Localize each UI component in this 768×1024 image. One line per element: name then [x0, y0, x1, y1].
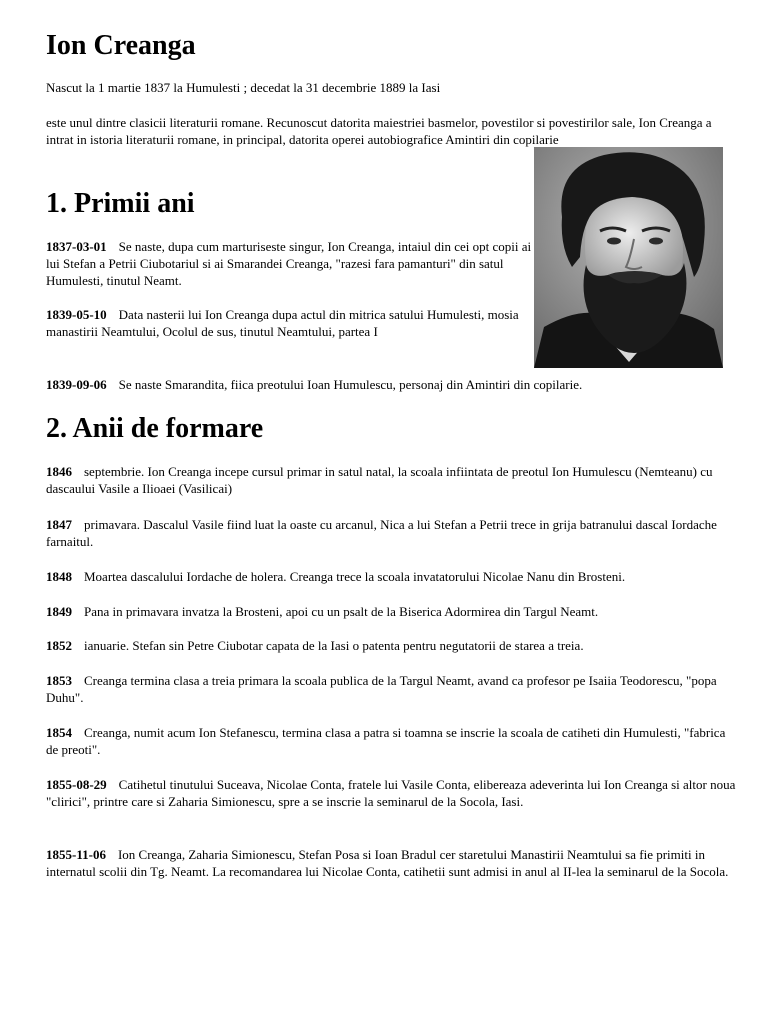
timeline-entry	[46, 776, 736, 810]
timeline-entry	[46, 637, 736, 654]
timeline-entry	[46, 306, 534, 340]
entry-text: Se naste, dupa cum marturiseste singur, Ion Creanga, intaiul din cei opt copii ai lui Stefan a Petrii Ciubotariul si ai Smarandei Creanga, "razesi fara pamanturi" din satul Humulesti, tinutul Neamt.	[46, 239, 532, 288]
entry-date: 1855-08-29	[46, 777, 107, 792]
entry-text: Pana in primavara invatza la Brosteni, apoi cu un psalt de la Biserica Adormirea din Targul Neamt.	[84, 604, 599, 619]
timeline-entry	[46, 724, 736, 758]
timeline-entry	[46, 568, 736, 585]
entry-date: 1846	[46, 464, 72, 479]
portrait-photo	[534, 147, 723, 368]
entry-text: septembrie. Ion Creanga incepe cursul primar in satul natal, la scoala infiintata de preotul Ion Humulescu (Nemteanu) cu dascaului Vasile a Ilioaei (Vasilicai)	[46, 464, 713, 496]
entry-text: Ion Creanga, Zaharia Simionescu, Stefan Posa si Ioan Bradul cer staretului Manastirii Neamtului sa fie primiti in internatul scolii din Tg. Neamt. La recomandarea lui Nicolae Conta, catihetii sunt admisi in anul al II-lea la seminarul de la Socola.	[46, 847, 729, 879]
entry-date: 1854	[46, 725, 72, 740]
entry-text: Catihetul tinutului Suceava, Nicolae Conta, fratele lui Vasile Conta, elibereaza adeverinta lui Ion Creanga si altor noua "clirici", printre care si Zaharia Simionescu, spre a se inscrie la seminarul de la Socola, Iasi.	[46, 777, 736, 809]
entry-text: Moartea dascalului Iordache de holera. Creanga trece la scoala invatatorului Nicolae Nanu din Brosteni.	[84, 569, 626, 584]
entry-date: 1853	[46, 673, 72, 688]
timeline-entry	[46, 463, 736, 497]
portrait-illustration	[534, 147, 723, 368]
entry-text: Creanga termina clasa a treia primara la scoala publica de la Targul Neamt, avand ca profesor pe Isaiia Teodorescu, "popa Duhu".	[46, 673, 717, 705]
entry-date: 1849	[46, 604, 72, 619]
section-heading-1: 1. Primii ani	[46, 188, 195, 219]
entry-date: 1837-03-01	[46, 239, 107, 254]
entry-date: 1855-11-06	[46, 847, 106, 862]
entry-text: ianuarie. Stefan sin Petre Ciubotar capata de la Iasi o patenta pentru negutatorii de starea a treia.	[84, 638, 584, 653]
entry-date: 1839-05-10	[46, 307, 107, 322]
birth-death-line: Nascut la 1 martie 1837 la Humulesti ; decedat la 31 decembrie 1889 la Iasi	[46, 80, 441, 95]
timeline-entry	[46, 672, 736, 706]
page-title: Ion Creanga	[46, 30, 196, 61]
section-heading-2: 2. Anii de formare	[46, 413, 264, 444]
intro-paragraph: este unul dintre clasicii literaturii romane. Recunoscut datorita maiestriei basmelor, povestilor si povestirilor sale, Ion Creanga a intrat in istoria literaturii romane, in principal, datorita operei autobiografice Amintiri din copilarie	[46, 115, 712, 147]
timeline-entry	[46, 603, 736, 620]
entry-text: primavara. Dascalul Vasile fiind luat la oaste cu arcanul, Nica a lui Stefan a Petrii trece in grija batranului dascal Iordache farnaitul.	[46, 517, 717, 549]
entry-date: 1848	[46, 569, 72, 584]
timeline-entry	[46, 846, 736, 880]
entry-date: 1839-09-06	[46, 377, 107, 392]
entry-text: Data nasterii lui Ion Creanga dupa actul din mitrica satului Humulesti, mosia manastirii Neamtului, Ocolul de sus, tinutul Neamtului, partea I	[46, 307, 519, 339]
timeline-entry	[46, 376, 736, 393]
timeline-entry	[46, 238, 534, 289]
entry-date: 1847	[46, 517, 72, 532]
entry-text: Creanga, numit acum Ion Stefanescu, termina clasa a patra si toamna se inscrie la scoala de catiheti din Humulesti, "fabrica de preoti".	[46, 725, 726, 757]
entry-text: Se naste Smarandita, fiica preotului Ioan Humulescu, personaj din Amintiri din copilarie.	[118, 377, 583, 392]
timeline-entry	[46, 516, 736, 550]
entry-date: 1852	[46, 638, 72, 653]
